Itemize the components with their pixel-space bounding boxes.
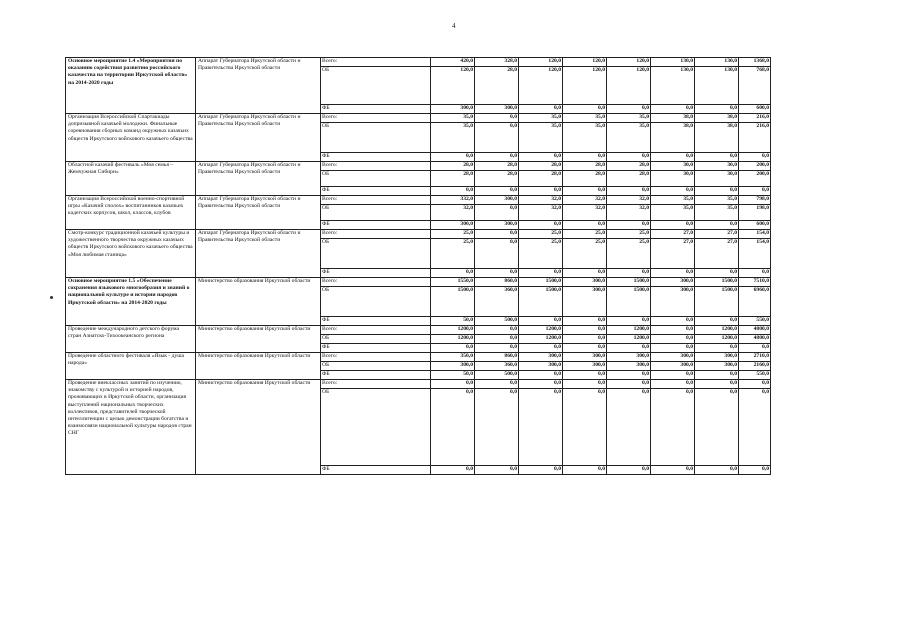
measure-name-cell: Областной казачий фестиваль «Моя семья – Жемчужная Сибири» (66, 162, 196, 196)
amount-cell: 300,0 (563, 278, 607, 287)
amount-cell: 0,0 (695, 466, 739, 475)
amount-cell: 130,0 (695, 67, 739, 105)
amount-cell: 30,0 (695, 171, 739, 187)
amount-cell: 38,0 (651, 114, 695, 123)
amount-cell: 0,0 (739, 466, 771, 475)
amount-cell: 0,0 (563, 153, 607, 162)
amount-cell: 28,0 (475, 67, 519, 105)
amount-cell: 0,0 (563, 389, 607, 466)
table-row (66, 196, 771, 205)
amount-cell: 0,0 (695, 389, 739, 466)
amount-cell: 0,0 (475, 239, 519, 269)
amount-cell: 35,0 (519, 123, 563, 153)
amount-cell: 35,0 (651, 196, 695, 205)
amount-cell: 0,0 (651, 187, 695, 196)
amount-cell: 2710,0 (739, 353, 771, 362)
funding-source-cell: ФБ (321, 269, 431, 278)
amount-cell: 28,0 (475, 162, 519, 171)
amount-cell: 0,0 (739, 187, 771, 196)
amount-cell: 0,0 (431, 380, 475, 389)
amount-cell: 300,0 (431, 221, 475, 230)
amount-cell: 28,0 (607, 162, 651, 171)
amount-cell: 154,0 (739, 230, 771, 239)
amount-cell: 4800,0 (739, 326, 771, 335)
amount-cell: 0,0 (695, 187, 739, 196)
amount-cell: 1500,0 (695, 287, 739, 317)
amount-cell: 0,0 (695, 317, 739, 326)
amount-cell: 0,0 (519, 153, 563, 162)
amount-cell: 35,0 (651, 205, 695, 221)
amount-cell: 35,0 (607, 114, 651, 123)
amount-cell: 300,0 (651, 287, 695, 317)
amount-cell: 0,0 (607, 105, 651, 114)
amount-cell: 0,0 (651, 105, 695, 114)
amount-cell: 0,0 (651, 344, 695, 353)
amount-cell: 0,0 (475, 123, 519, 153)
amount-cell: 420,0 (431, 58, 475, 67)
amount-cell: 216,0 (739, 123, 771, 153)
budget-table (65, 57, 771, 475)
amount-cell: 0,0 (563, 344, 607, 353)
table-row (66, 278, 771, 287)
table-row (66, 162, 771, 171)
amount-cell: 600,0 (739, 221, 771, 230)
amount-cell: 2160,0 (739, 362, 771, 371)
executor-cell: Министерство образования Иркутской области (196, 380, 321, 475)
amount-cell: 0,0 (519, 317, 563, 326)
amount-cell: 1200,0 (431, 335, 475, 344)
amount-cell: 32,0 (431, 205, 475, 221)
amount-cell: 35,0 (607, 123, 651, 153)
amount-cell: 0,0 (519, 389, 563, 466)
amount-cell: 28,0 (519, 162, 563, 171)
amount-cell: 360,0 (475, 362, 519, 371)
amount-cell: 300,0 (519, 353, 563, 362)
amount-cell: 1500,0 (695, 278, 739, 287)
amount-cell: 0,0 (739, 344, 771, 353)
amount-cell: 27,0 (695, 239, 739, 269)
amount-cell: 28,0 (519, 171, 563, 187)
amount-cell: 300,0 (431, 362, 475, 371)
measure-name-cell: Основное мероприятие 1.5 «Обеспечение сохранения языкового многообразия и знаний о национальной культуре и истории народов Иркутской области» на 2014-2020 годы (66, 278, 196, 326)
amount-cell: 28,0 (563, 171, 607, 187)
table-row (66, 58, 771, 67)
amount-cell: 300,0 (563, 353, 607, 362)
amount-cell: 35,0 (695, 196, 739, 205)
page-number: 4 (452, 22, 456, 30)
amount-cell: 0,0 (607, 317, 651, 326)
amount-cell: 28,0 (563, 162, 607, 171)
amount-cell: 25,0 (519, 239, 563, 269)
executor-cell: Аппарат Губернатора Иркутской области и Правительства Иркутской области (196, 162, 321, 196)
amount-cell: 0,0 (739, 269, 771, 278)
funding-source-cell: ФБ (321, 371, 431, 380)
funding-source-cell: ФБ (321, 317, 431, 326)
amount-cell: 0,0 (695, 344, 739, 353)
amount-cell: 0,0 (739, 380, 771, 389)
amount-cell: 350,0 (431, 353, 475, 362)
amount-cell: 0,0 (475, 153, 519, 162)
amount-cell: 300,0 (475, 221, 519, 230)
amount-cell: 0,0 (695, 105, 739, 114)
amount-cell: 300,0 (563, 362, 607, 371)
amount-cell: 328,0 (475, 58, 519, 67)
executor-cell: Министерство образования Иркутской области (196, 353, 321, 380)
amount-cell: 120,0 (607, 58, 651, 67)
amount-cell: 0,0 (519, 380, 563, 389)
amount-cell: 130,0 (651, 67, 695, 105)
amount-cell: 1500,0 (519, 278, 563, 287)
amount-cell: 300,0 (519, 362, 563, 371)
amount-cell: 38,0 (695, 114, 739, 123)
amount-cell: 0,0 (431, 389, 475, 466)
amount-cell: 0,0 (563, 187, 607, 196)
amount-cell: 1368,0 (739, 58, 771, 67)
amount-cell: 0,0 (607, 371, 651, 380)
amount-cell: 25,0 (519, 230, 563, 239)
amount-cell: 860,0 (475, 353, 519, 362)
amount-cell: 154,0 (739, 239, 771, 269)
amount-cell: 1200,0 (607, 335, 651, 344)
funding-source-cell: Всего: (321, 196, 431, 205)
amount-cell: 798,0 (739, 196, 771, 205)
executor-cell: Министерство образования Иркутской области (196, 326, 321, 353)
amount-cell: 27,0 (651, 230, 695, 239)
amount-cell: 35,0 (563, 114, 607, 123)
table-row (66, 326, 771, 335)
amount-cell: 0,0 (563, 221, 607, 230)
amount-cell: 32,0 (563, 205, 607, 221)
amount-cell: 0,0 (651, 269, 695, 278)
funding-source-cell: ФБ (321, 221, 431, 230)
funding-source-cell: ОБ (321, 171, 431, 187)
amount-cell: 300,0 (695, 362, 739, 371)
amount-cell: 200,0 (739, 162, 771, 171)
amount-cell: 25,0 (563, 230, 607, 239)
amount-cell: 0,0 (739, 389, 771, 466)
amount-cell: 0,0 (563, 269, 607, 278)
amount-cell: 32,0 (563, 196, 607, 205)
amount-cell: 0,0 (519, 105, 563, 114)
amount-cell: 27,0 (695, 230, 739, 239)
amount-cell: 300,0 (431, 105, 475, 114)
executor-cell: Министерство образования Иркутской области (196, 278, 321, 326)
amount-cell: 32,0 (607, 205, 651, 221)
amount-cell: 0,0 (563, 105, 607, 114)
amount-cell: 0,0 (695, 153, 739, 162)
amount-cell: 0,0 (563, 326, 607, 335)
funding-source-cell: ОБ (321, 123, 431, 153)
amount-cell: 120,0 (563, 67, 607, 105)
amount-cell: 0,0 (475, 466, 519, 475)
amount-cell: 0,0 (475, 335, 519, 344)
amount-cell: 30,0 (695, 162, 739, 171)
amount-cell: 0,0 (431, 187, 475, 196)
executor-cell: Аппарат Губернатора Иркутской области и Правительства Иркутской области (196, 230, 321, 278)
amount-cell: 332,0 (431, 196, 475, 205)
funding-source-cell: ОБ (321, 287, 431, 317)
measure-name-cell: Смотр-конкурс традиционной казачьей культуры и художественного творчества окружных казачьих обществ Иркутского войскового казачьего общества «Моя любимая станица» (66, 230, 196, 278)
funding-source-cell: ФБ (321, 466, 431, 475)
amount-cell: 32,0 (519, 205, 563, 221)
amount-cell: 50,0 (431, 317, 475, 326)
amount-cell: 500,0 (475, 371, 519, 380)
amount-cell: 0,0 (431, 153, 475, 162)
amount-cell: 0,0 (651, 466, 695, 475)
amount-cell: 1200,0 (431, 326, 475, 335)
amount-cell: 130,0 (651, 58, 695, 67)
amount-cell: 768,0 (739, 67, 771, 105)
amount-cell: 0,0 (739, 153, 771, 162)
amount-cell: 0,0 (475, 344, 519, 353)
amount-cell: 130,0 (695, 58, 739, 67)
funding-source-cell: ОБ (321, 389, 431, 466)
amount-cell: 35,0 (431, 114, 475, 123)
executor-cell: Аппарат Губернатора Иркутской области и Правительства Иркутской области (196, 114, 321, 162)
amount-cell: 300,0 (651, 278, 695, 287)
funding-source-cell: ОБ (321, 67, 431, 105)
measure-name-cell: Проведение областного фестиваля «Язык - душа народа» (66, 353, 196, 380)
amount-cell: 30,0 (651, 171, 695, 187)
amount-cell: 0,0 (651, 317, 695, 326)
amount-cell: 0,0 (695, 371, 739, 380)
amount-cell: 0,0 (695, 221, 739, 230)
table-row (66, 114, 771, 123)
amount-cell: 600,0 (739, 105, 771, 114)
amount-cell: 120,0 (431, 67, 475, 105)
amount-cell: 300,0 (475, 105, 519, 114)
amount-cell: 0,0 (475, 389, 519, 466)
amount-cell: 0,0 (519, 221, 563, 230)
amount-cell: 35,0 (563, 123, 607, 153)
amount-cell: 0,0 (607, 380, 651, 389)
measure-name-cell: Основное мероприятие 1.4 «Мероприятия по оказанию содействия развитию российского казачества на территории Иркутской области» на 2014-2020 годы (66, 58, 196, 114)
table-row (66, 230, 771, 239)
amount-cell: 550,0 (739, 317, 771, 326)
funding-source-cell: Всего: (321, 278, 431, 287)
amount-cell: 0,0 (651, 326, 695, 335)
funding-source-cell: ФБ (321, 105, 431, 114)
amount-cell: 120,0 (519, 58, 563, 67)
amount-cell: 0,0 (651, 335, 695, 344)
amount-cell: 28,0 (431, 171, 475, 187)
funding-source-cell: Всего: (321, 230, 431, 239)
funding-source-cell: ОБ (321, 335, 431, 344)
amount-cell: 216,0 (739, 114, 771, 123)
amount-cell: 300,0 (475, 196, 519, 205)
measure-name-cell: Организация Всероссийской военно-спортивной игры «Казачий сполох» воспитанников казачьих кадетских корпусов, школ, классов, клубов (66, 196, 196, 230)
amount-cell: 0,0 (695, 380, 739, 389)
funding-source-cell: ОБ (321, 362, 431, 371)
amount-cell: 1200,0 (695, 326, 739, 335)
amount-cell: 0,0 (519, 187, 563, 196)
amount-cell: 500,0 (475, 317, 519, 326)
amount-cell: 120,0 (519, 67, 563, 105)
funding-source-cell: Всего: (321, 380, 431, 389)
amount-cell: 300,0 (607, 362, 651, 371)
amount-cell: 25,0 (607, 230, 651, 239)
amount-cell: 0,0 (651, 371, 695, 380)
amount-cell: 25,0 (431, 230, 475, 239)
amount-cell: 0,0 (651, 153, 695, 162)
amount-cell: 28,0 (431, 162, 475, 171)
funding-source-cell: Всего: (321, 353, 431, 362)
amount-cell: 0,0 (607, 466, 651, 475)
amount-cell: 25,0 (431, 239, 475, 269)
amount-cell: 0,0 (563, 335, 607, 344)
amount-cell: 0,0 (651, 389, 695, 466)
amount-cell: 7510,0 (739, 278, 771, 287)
amount-cell: 30,0 (651, 162, 695, 171)
amount-cell: 198,0 (739, 205, 771, 221)
funding-source-cell: ОБ (321, 239, 431, 269)
amount-cell: 0,0 (475, 187, 519, 196)
amount-cell: 860,0 (475, 278, 519, 287)
amount-cell: 120,0 (563, 58, 607, 67)
funding-source-cell: ФБ (321, 153, 431, 162)
table-body (66, 58, 771, 475)
amount-cell: 25,0 (607, 239, 651, 269)
amount-cell: 1200,0 (695, 335, 739, 344)
amount-cell: 0,0 (431, 269, 475, 278)
funding-source-cell: Всего: (321, 58, 431, 67)
scan-dot-mark (50, 296, 53, 299)
amount-cell: 0,0 (475, 269, 519, 278)
amount-cell: 300,0 (563, 287, 607, 317)
amount-cell: 0,0 (563, 380, 607, 389)
amount-cell: 38,0 (651, 123, 695, 153)
amount-cell: 300,0 (651, 353, 695, 362)
amount-cell: 1550,0 (431, 278, 475, 287)
amount-cell: 4800,0 (739, 335, 771, 344)
amount-cell: 1200,0 (519, 326, 563, 335)
amount-cell: 0,0 (607, 187, 651, 196)
amount-cell: 0,0 (607, 344, 651, 353)
amount-cell: 38,0 (695, 123, 739, 153)
amount-cell: 550,0 (739, 371, 771, 380)
amount-cell: 35,0 (431, 123, 475, 153)
amount-cell: 0,0 (519, 466, 563, 475)
measure-name-cell: Проведение международного детского форума стран Азиатско-Тихоокеанского региона (66, 326, 196, 353)
measure-name-cell: Проведение внеклассных занятий по изучению, знакомству с культурой и историей народов, проживающих в Иркутской области, организация выступлений национальных творческих коллективов, представителей творческой интеллигенции с целью демонстрации богатства и взаимосвязи национальной культуры народов стран СНГ (66, 380, 196, 475)
funding-source-cell: ФБ (321, 344, 431, 353)
amount-cell: 50,0 (431, 371, 475, 380)
executor-cell: Аппарат Губернатора Иркутской области и Правительства Иркутской области (196, 58, 321, 114)
amount-cell: 0,0 (475, 205, 519, 221)
measure-name-cell: Организация Всероссийской Спартакиады допризывной казачьей молодежи. Финальные соревнования сборных команд окружных казачьих обществ Иркутского войскового казачьего общества (66, 114, 196, 162)
amount-cell: 0,0 (431, 344, 475, 353)
amount-cell: 0,0 (607, 389, 651, 466)
amount-cell: 300,0 (651, 362, 695, 371)
amount-cell: 32,0 (607, 196, 651, 205)
amount-cell: 0,0 (475, 326, 519, 335)
funding-source-cell: Всего: (321, 114, 431, 123)
amount-cell: 1500,0 (607, 287, 651, 317)
amount-cell: 1200,0 (519, 335, 563, 344)
funding-source-cell: ФБ (321, 187, 431, 196)
amount-cell: 0,0 (475, 114, 519, 123)
amount-cell: 0,0 (563, 466, 607, 475)
amount-cell: 200,0 (739, 171, 771, 187)
amount-cell: 300,0 (695, 353, 739, 362)
amount-cell: 32,0 (519, 196, 563, 205)
amount-cell: 0,0 (475, 230, 519, 239)
amount-cell: 0,0 (651, 221, 695, 230)
table-row (66, 353, 771, 362)
amount-cell: 1200,0 (607, 326, 651, 335)
amount-cell: 0,0 (563, 317, 607, 326)
amount-cell: 28,0 (475, 171, 519, 187)
amount-cell: 25,0 (563, 239, 607, 269)
amount-cell: 0,0 (607, 153, 651, 162)
amount-cell: 0,0 (519, 371, 563, 380)
amount-cell: 6960,0 (739, 287, 771, 317)
amount-cell: 27,0 (651, 239, 695, 269)
amount-cell: 0,0 (519, 344, 563, 353)
executor-cell: Аппарат Губернатора Иркутской области и Правительства Иркутской области (196, 196, 321, 230)
table-row (66, 380, 771, 389)
amount-cell: 0,0 (607, 269, 651, 278)
amount-cell: 0,0 (475, 380, 519, 389)
funding-source-cell: Всего: (321, 162, 431, 171)
amount-cell: 35,0 (695, 205, 739, 221)
amount-cell: 35,0 (519, 114, 563, 123)
amount-cell: 120,0 (607, 67, 651, 105)
amount-cell: 0,0 (431, 466, 475, 475)
funding-source-cell: ОБ (321, 205, 431, 221)
amount-cell: 0,0 (607, 221, 651, 230)
amount-cell: 1500,0 (607, 278, 651, 287)
amount-cell: 28,0 (607, 171, 651, 187)
amount-cell: 1500,0 (431, 287, 475, 317)
amount-cell: 0,0 (695, 269, 739, 278)
amount-cell: 0,0 (563, 371, 607, 380)
funding-source-cell: Всего: (321, 326, 431, 335)
amount-cell: 300,0 (607, 353, 651, 362)
amount-cell: 0,0 (651, 380, 695, 389)
amount-cell: 0,0 (519, 269, 563, 278)
amount-cell: 1500,0 (519, 287, 563, 317)
amount-cell: 360,0 (475, 287, 519, 317)
